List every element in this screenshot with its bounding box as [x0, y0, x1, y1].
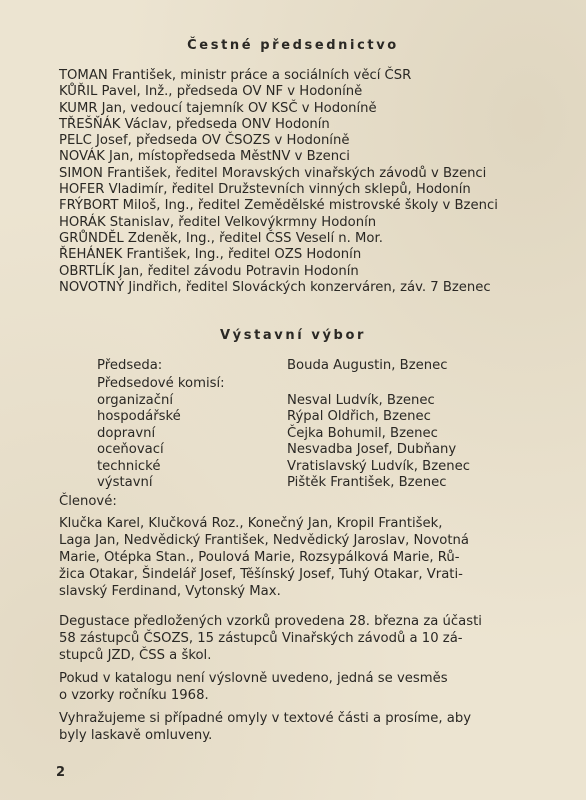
- commission-chair: Nesvadba Josef, Dubňany: [287, 442, 457, 458]
- text-line: Degustace předložených vzorků provedena 28. března za účasti: [59, 614, 482, 629]
- vintage-paragraph: [59, 670, 539, 704]
- list-item: KŮŘIL Pavel, Inž., předseda OV NF v Hodoníně: [59, 84, 363, 100]
- honorary-presidium-list: [59, 68, 579, 296]
- exhibition-committee-heading: Výstavní výbor: [220, 328, 366, 343]
- commission-label: oceňovací: [97, 442, 164, 458]
- members-label: Členové:: [59, 494, 117, 509]
- list-item: GRŮNDĚL Zdeněk, Ing., ředitel ČSS Veselí n. Mor.: [59, 230, 383, 246]
- commission-row: [97, 442, 497, 458]
- page-number: 2: [56, 765, 66, 780]
- text-line: Vyhražujeme si případné omyly v textové části a prosíme, aby: [59, 711, 471, 726]
- tasting-paragraph: [59, 613, 539, 664]
- list-item: NOVOTNÝ Jindřich, ředitel Slováckých konzerváren, záv. 7 Bzenec: [59, 279, 491, 295]
- list-item: HOFER Vladimír, ředitel Družstevních vinných sklepů, Hodonín: [59, 182, 471, 198]
- commission-label: organizační: [97, 393, 174, 408]
- commission-row: [97, 409, 497, 425]
- list-item: PELC Josef, předseda OV ČSOZS v Hodoníně: [59, 133, 350, 149]
- commission-label: hospodářské: [97, 409, 181, 425]
- list-item: SIMON František, ředitel Moravských vinařských závodů v Bzenci: [59, 165, 487, 181]
- text-line: 58 zástupců ČSOZS, 15 zástupců Vinařských závodů a 10 zá-: [59, 631, 463, 646]
- commission-row: [97, 475, 497, 491]
- list-item: ŘEHÁNEK František, Ing., ředitel OZS Hodonín: [59, 247, 362, 263]
- list-item: NOVÁK Jan, místopředseda MěstNV v Bzenci: [59, 149, 350, 165]
- list-item: KUMR Jan, vedoucí tajemník OV KSČ v Hodoníně: [59, 100, 377, 116]
- commission-label: výstavní: [97, 474, 153, 490]
- commission-row: [97, 393, 497, 409]
- text-line: slavský Ferdinand, Vytonský Max.: [59, 584, 281, 599]
- list-item: FRÝBORT Miloš, Ing., ředitel Zemědělské mistrovské školy v Bzenci: [59, 198, 498, 214]
- text-line: Marie, Otépka Stan., Poulová Marie, Rozsypálková Marie, Rů-: [59, 550, 460, 565]
- list-item: TŘEŠŇÁK Václav, předseda ONV Hodonín: [59, 116, 330, 132]
- list-item: OBRTLÍK Jan, ředitel závodu Potravin Hodonín: [59, 263, 359, 279]
- chair-row: [97, 357, 497, 375]
- commissions-heading-row: [97, 375, 497, 393]
- text-line: stupců JZD, ČSS a škol.: [59, 648, 212, 663]
- committee-table: [97, 357, 497, 491]
- list-item: TOMAN František, ministr práce a sociálních věcí ČSR: [59, 68, 412, 83]
- commission-row: [97, 459, 497, 475]
- commission-chair: Rýpal Oldřich, Bzenec: [287, 409, 431, 425]
- errata-paragraph: [59, 710, 539, 744]
- text-line: byly laskavě omluveny.: [59, 728, 213, 743]
- chair-label: Předseda:: [97, 358, 163, 373]
- chair-value: Bouda Augustin, Bzenec: [287, 358, 448, 373]
- commission-chair: Pištěk František, Bzenec: [287, 474, 447, 490]
- commission-chair: Nesval Ludvík, Bzenec: [287, 393, 435, 408]
- commission-chair: Čejka Bohumil, Bzenec: [287, 425, 438, 441]
- text-line: o vzorky ročníku 1968.: [59, 688, 209, 703]
- members-paragraph: [59, 515, 539, 600]
- commission-row: [97, 426, 497, 442]
- text-line: žica Otakar, Šindelář Josef, Těšínský Josef, Tuhý Otakar, Vrati-: [59, 567, 463, 582]
- commissions-label: Předsedové komisí:: [97, 376, 225, 391]
- commission-label: dopravní: [97, 425, 156, 441]
- list-item: HORÁK Stanislav, ředitel Velkovýkrmny Hodonín: [59, 214, 377, 230]
- text-line: Pokud v katalogu není výslovně uvedeno, jedná se vesměs: [59, 671, 448, 686]
- honorary-presidium-heading: Čestné předsednictvo: [187, 38, 399, 53]
- text-line: Klučka Karel, Klučková Roz., Konečný Jan, Kropil František,: [59, 516, 443, 531]
- commission-label: technické: [97, 458, 161, 474]
- commission-chair: Vratislavský Ludvík, Bzenec: [287, 458, 470, 474]
- text-line: Laga Jan, Nedvědický František, Nedvědický Jaroslav, Novotná: [59, 533, 469, 548]
